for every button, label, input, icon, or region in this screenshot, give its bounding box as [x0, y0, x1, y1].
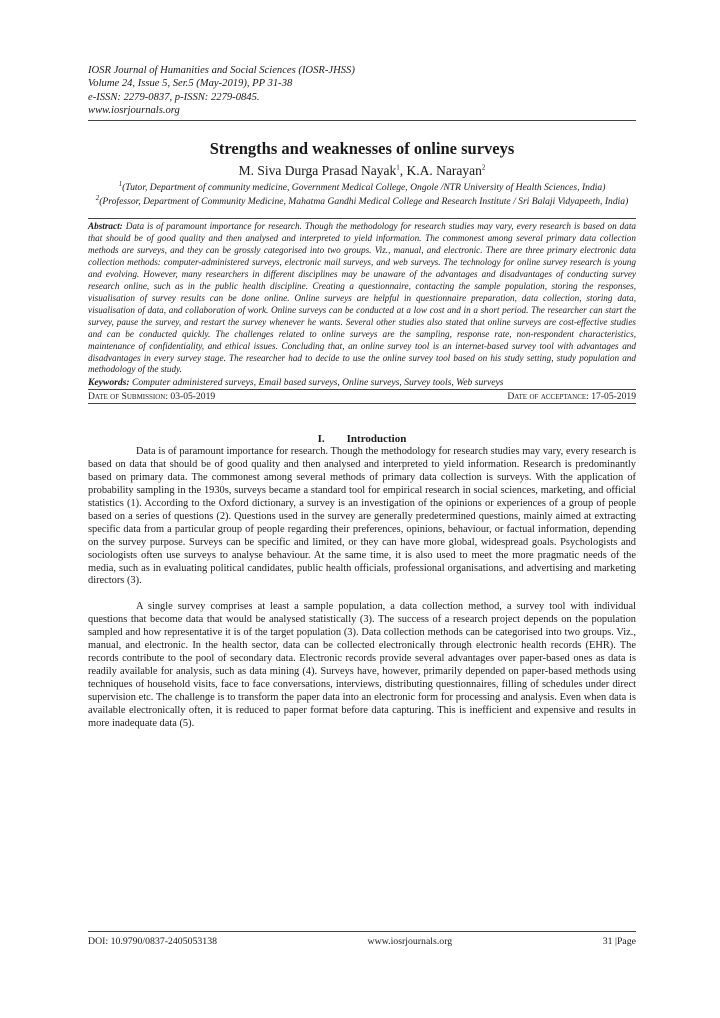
- keywords-text: Computer administered surveys, Email based surveys, Online surveys, Survey tools, Web surveys: [129, 377, 504, 389]
- abstract-label: Abstract:: [88, 221, 123, 232]
- author-separator: ,: [399, 162, 407, 178]
- author-line: [88, 163, 636, 179]
- affil-mark: 1: [118, 179, 123, 188]
- page-number: 31 |Page: [602, 936, 636, 947]
- journal-url[interactable]: www.iosrjournals.org: [88, 105, 180, 117]
- author-name: M. Siva Durga Prasad Nayak: [238, 162, 397, 178]
- dates-bar: [88, 389, 636, 404]
- affiliation-text: (Tutor, Department of community medicine, Government Medical College, Ongole /NTR University of Health Sciences, India): [122, 181, 606, 193]
- journal-header: [88, 64, 636, 118]
- footer-url[interactable]: www.iosrjournals.org: [367, 936, 453, 947]
- submission-date: Date of Submission: 03-05-2019: [88, 391, 216, 403]
- affil-mark: 2: [95, 193, 100, 202]
- paper-page: [88, 64, 636, 730]
- section-heading: [88, 433, 636, 445]
- keywords: [88, 377, 636, 388]
- author-name: K.A. Narayan: [406, 162, 482, 178]
- journal-issn: e-ISSN: 2279-0837, p-ISSN: 2279-0845.: [88, 91, 260, 103]
- affiliation-2: [88, 193, 636, 208]
- keywords-label: Keywords:: [88, 377, 130, 389]
- acceptance-date: Date of acceptance: 17-05-2019: [507, 391, 636, 403]
- abstract: [88, 221, 636, 376]
- page-footer: [88, 931, 636, 947]
- section-number: I.: [317, 433, 325, 446]
- intro-paragraph-2: A single survey comprises at least a sample population, a data collection method, a survey tool with individual questions that become data that would be analysed statistically (3). The success of a research project depends on the population sampled and how representative it is of the target population (3). Data collection methods can be categorised into two groups. Viz., manual, and electronic. In the health sector, data can be collected electronically through electronic health records (EHR). The records contribute to the pool of secondary data. Electronic records provide several advantages over paper-based ones as data is readily available for analysis, such as data mining (4). Surveys have, however, primarily depended on paper-based methods using techniques of household visits, face to face conversations, interviews, distributing questionnaires, filling of schedules under direct supervision etc. The challenge is to transform the paper data into an electronic form for processing and analysis. Even when data is available electronically often, it is reduced to paper format before data capturing. This is inefficient and expensive and results in more inadequate data (5).: [88, 601, 636, 729]
- affiliation-1: [88, 179, 636, 194]
- abstract-rule: [88, 218, 636, 219]
- journal-volume: Volume 24, Issue 5, Ser.5 (May-2019), PP 31-38: [88, 78, 293, 90]
- header-rule: [88, 120, 636, 121]
- intro-paragraph-1: Data is of paramount importance for research. Though the methodology for research studies may vary, every research is based on data that should be of good quality and then analysed and interpreted to yield information. Research is predominantly based on primary data. The commonest among several methods of primary data collection is surveys. With the application of probability sampling in the 1930s, surveys became a standard tool for empirical research in social sciences, marketing, and official statistics (1). According to the Oxford dictionary, a survey is an investigation of the opinions or experiences of a group of people based on a series of questions (2). Questions used in the survey are generally predetermined questions, mainly aimed at extracting specific data from a particular group of people regarding their preferences, opinions, behaviour, or factual information, depending on the survey purpose. Surveys can be specific and limited, or they can have more global, widespread goals. Psychologists and sociologists often use surveys to analyse behaviour. At the same time, it is also used to meet the more pragmatic needs of the media, such as in evaluating political candidates, public health officials, professional organisations, and advertising and marketing directors (3).: [88, 446, 636, 587]
- abstract-text: Data is of paramount importance for research. Though the methodology for research studies may vary, every research is based on data that should be of good quality and then analysed and interpreted to yield information. The commonest among several primary data collection methods are surveys, and they can be grossly categorised into two groups. Viz., manual, and electronic. There are three primary electronic data collection methods: computer-administered surveys, electronic mail surveys, and web surveys. The technology for online survey research is young and evolving. However, many researchers in different disciplines may be unaware of the advantages and disadvantages of conducting survey research online, such as in the public health discipline. Creating a questionnaire, contacting the sample population, storing the responses, visualisation of survey results can be done online. Online surveys are helpful in questionnaire preparation, data collection, storing data, visualisation of data, and collaboration of work. Online surveys can be conducted at a low cost and in a short period. The researcher can start the survey, pause the survey, and restart the survey whenever he wants. Several other studies also stated that online surveys are cost-effective studies and can be conducted quickly. The challenges related to online surveys are the sampling, response rate, non-respondent characteristics, maintenance of confidentiality, and ethical issues. Concluding that, an online survey tool is an internet-based survey tool with advantages and disadvantages in every survey stage. The researcher had to decide to use the online survey tool based on his study setting, study population and methodology of the study.: [88, 221, 636, 375]
- paper-title: Strengths and weaknesses of online surveys: [209, 138, 515, 158]
- section-title: Introduction: [346, 433, 407, 446]
- journal-name: IOSR Journal of Humanities and Social Sciences (IOSR-JHSS): [88, 65, 355, 76]
- author-affil-mark: 2: [481, 163, 486, 172]
- author-affil-mark: 1: [396, 163, 400, 172]
- affiliation-text: (Professor, Department of Community Medicine, Mahatma Gandhi Medical College and Research Institute / Sri Balaji Vidyapeeth, India): [99, 195, 629, 207]
- doi[interactable]: DOI: 10.9790/0837-2405053138: [88, 936, 217, 947]
